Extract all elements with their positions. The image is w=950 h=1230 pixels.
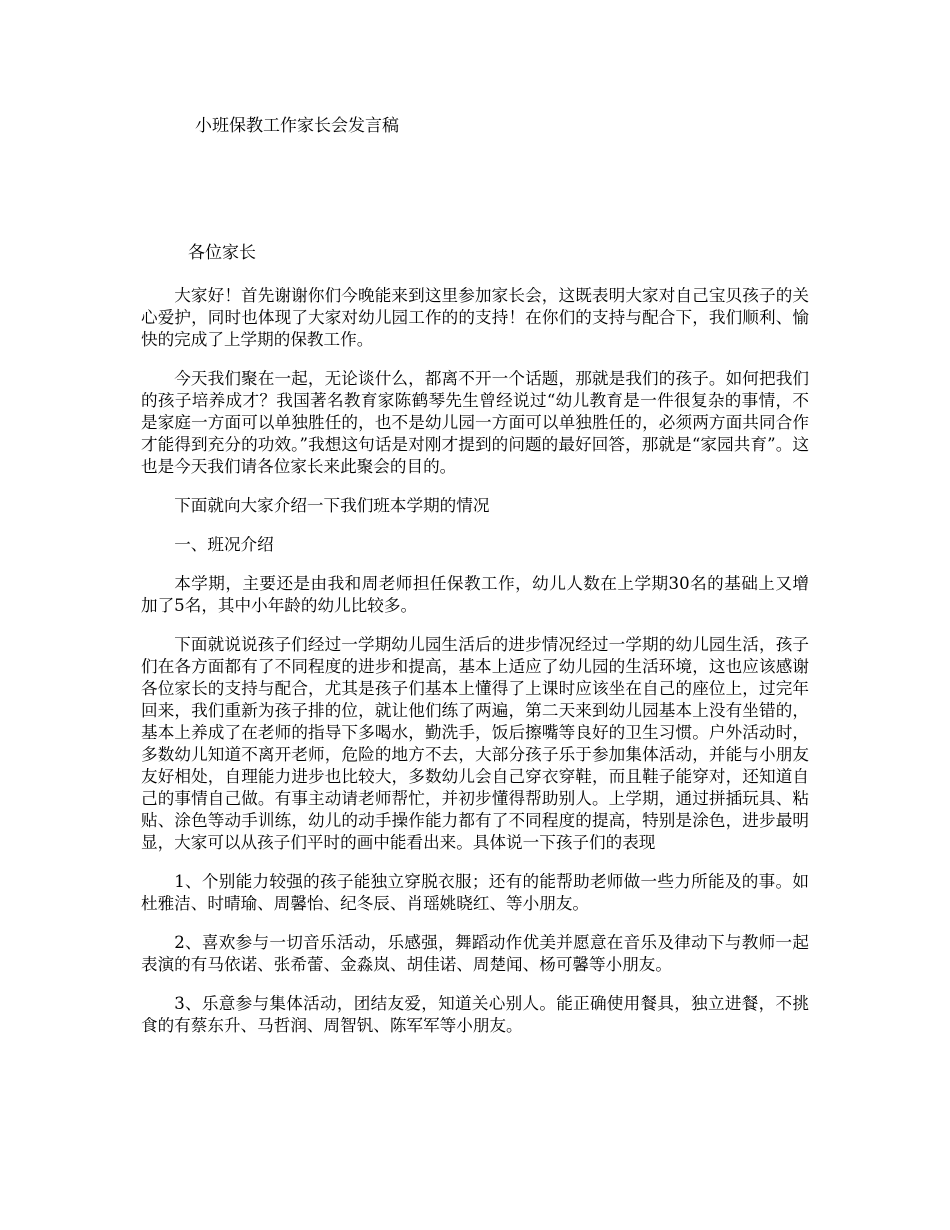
paragraph-progress: 下面就说说孩子们经过一学期幼儿园生活后的进步情况经过一学期的幼儿园生活，孩子们在各方面都有了不同程度的进步和提高，基本上适应了幼儿园的生活环境，这也应该感谢各位家长的支持与配合，尤其是孩子们基本上懂得了上课时应该坐在自己的座位上，过完年回来，我们重新为孩子排的位，就让他们练了两遍，第二天来到幼儿园基本上没有坐错的，基本上养成了在老师的指导下多喝水，勤洗手，饭后擦嘴等良好的卫生习惯。户外活动时，多数幼儿知道不离开老师，危险的地方不去，大部分孩子乐于参加集体活动，并能与小朋友友好相处，自理能力进步也比较大，多数幼儿会自己穿衣穿鞋，而且鞋子能穿对，还知道自己的事情自己做。有事主动请老师帮忙，并初步懂得帮助别人。上学期，通过拼插玩具、粘贴、涂色等动手训练，幼儿的动手操作能力都有了不同程度的提高，特别是涂色，进步最明显，大家可以从孩子们平时的画中能看出来。具体说一下孩子们的表现 xyxy=(141,635,809,852)
list-item-3: 3、乐意参与集体活动，团结友爱，知道关心别人。能正确使用餐具，独立进餐，不挑食的有蔡东升、马哲润、周智钒、陈军军等小朋友。 xyxy=(141,994,809,1035)
salutation: 各位家长 xyxy=(188,243,256,263)
paragraph-class-info: 本学期，主要还是由我和周老师担任保教工作，幼儿人数在上学期30名的基础上又增加了5名，其中小年龄的幼儿比较多。 xyxy=(141,574,809,615)
list-item-1: 1、个别能力较强的孩子能独立穿脱衣服；还有的能帮助老师做一些力所能及的事。如杜雅洁、时晴瑜、周馨怡、纪冬辰、肖瑶姚晓红、等小朋友。 xyxy=(141,872,809,913)
list-item-2: 2、喜欢参与一切音乐活动，乐感强，舞蹈动作优美并愿意在音乐及律动下与教师一起表演的有马依诺、张希蕾、金淼岚、胡佳诺、周楚闻、杨可馨等小朋友。 xyxy=(141,933,809,974)
document-title: 小班保教工作家长会发言稿 xyxy=(195,116,399,136)
section-heading: 一、班况介绍 xyxy=(174,535,274,554)
paragraph-intro: 下面就向大家介绍一下我们班本学期的情况 xyxy=(174,496,490,515)
paragraph-greeting: 大家好！首先谢谢你们今晚能来到这里参加家长会，这既表明大家对自己宝贝孩子的关心爱护，同时也体现了大家对幼儿园工作的的支持！在你们的支持与配合下，我们顺利、愉快的完成了上学期的保教工作。 xyxy=(141,286,809,349)
paragraph-topic: 今天我们聚在一起，无论谈什么，都离不开一个话题，那就是我们的孩子。如何把我们的孩子培养成才？我国著名教育家陈鹤琴先生曾经说过“幼儿教育是一件很复杂的事情，不是家庭一方面可以单独胜任的，也不是幼儿园一方面可以单独胜任的，必须两方面共同合作才能得到充分的功效。”我想这句话是对刚才提到的问题的最好回答，那就是“家园共育”。这也是今天我们请各位家长来此聚会的目的。 xyxy=(141,369,809,476)
document-body xyxy=(141,285,809,1054)
